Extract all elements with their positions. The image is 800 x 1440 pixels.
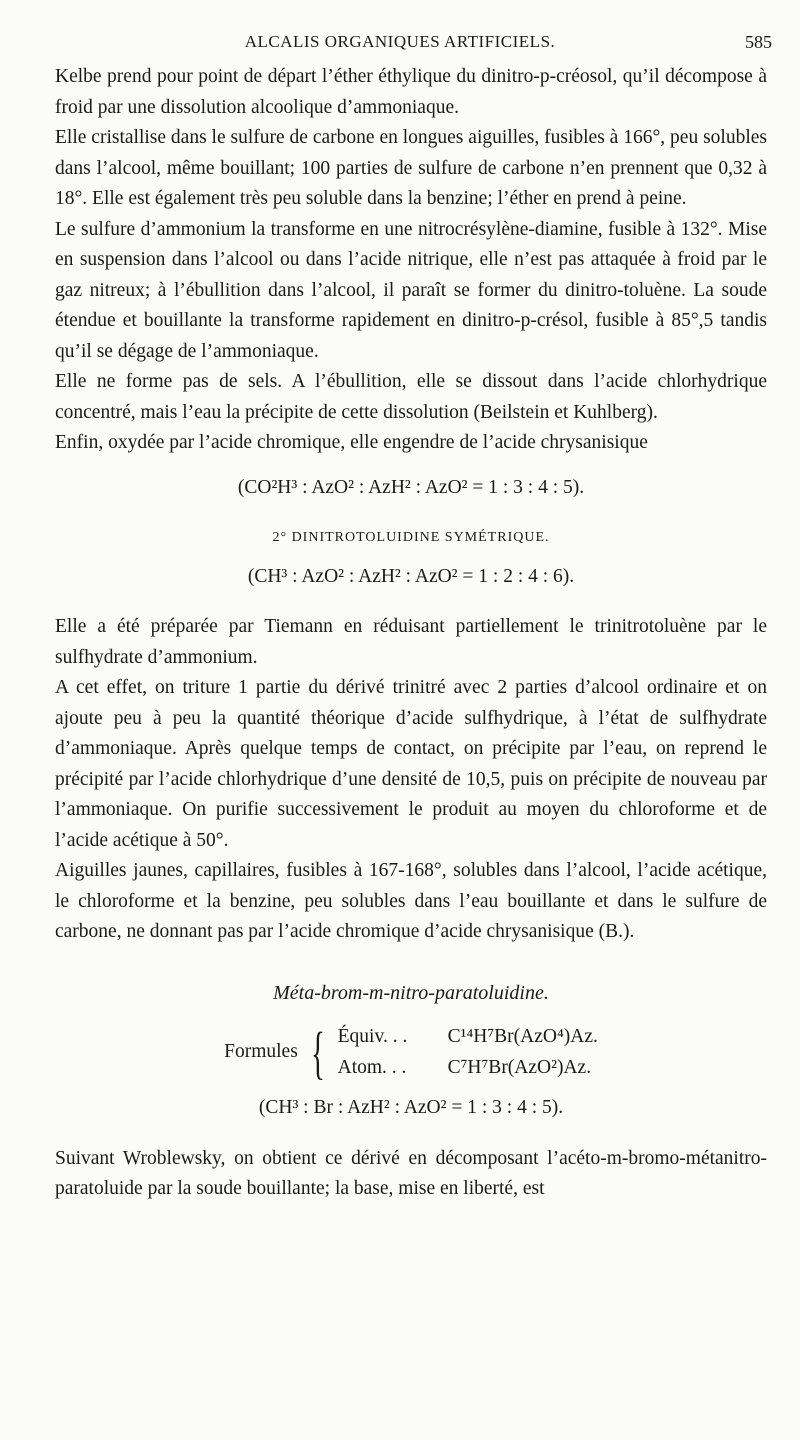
page-number: 585 [745, 32, 772, 52]
brace-glyph: { [310, 1019, 325, 1085]
equiv-key: Équiv. . . [337, 1026, 408, 1047]
paragraph: Elle ne forme pas de sels. A l’ébullition, elle se dissout dans l’acide chlorhydrique concentré, mais l’eau la précipite de cette dissolution (Beilstein et Kuhlberg). [55, 371, 767, 423]
running-head: ALCALIS ORGANIQUES ARTIFICIELS. [244, 32, 556, 51]
equiv-value: C¹⁴H⁷Br(AzO⁴)Az. [447, 1026, 598, 1047]
formules-label: Formules [224, 1041, 298, 1063]
compound-title: Méta-brom-m-nitro-paratoluidine. [273, 981, 549, 1004]
formula-dinitrotoluidine: (CH³ : AzO² : AzH² : AzO² = 1 : 2 : 4 : 6). [247, 565, 575, 587]
paragraph: A cet effet, on triture 1 partie du dérivé trinitré avec 2 parties d’alcool ordinaire et on ajoute peu à peu la quantité théorique d’acide sulfhydrique, à l’état de sulfhydrate d’ammoniaque. Après quelque temps de contact, on précipite par l’eau, on reprend le précipité par l’acide chlorhydrique d’une densité de 10,5, puis on précipite de nouveau par l’ammoniaque. On purifie successivement le produit au moyen du chloroforme et de l’acide acétique à 50°. [55, 677, 767, 851]
paragraph: Suivant Wroblewsky, on obtient ce dérivé en décomposant l’acéto-m-bromo-métanitro-paratoluide par la soude bouillante; la base, mise en liberté, est [55, 1147, 767, 1199]
paragraph: Kelbe prend pour point de départ l’éther éthylique du dinitro-p-créosol, qu’il décompose à froid par une dissolution alcoolique d’ammoniaque. [55, 66, 767, 118]
paragraph: Elle a été préparée par Tiemann en réduisant partiellement le trinitrotoluène par le sulfhydrate d’ammonium. [55, 616, 767, 668]
paragraph: Aiguilles jaunes, capillaires, fusibles à 167-168°, solubles dans l’alcool, l’acide acétique, le chloroforme et la benzine, peu solubles dans l’eau bouillante et dans le sulfure de carbone, ne donnant pas par l’acide chromique d’acide chrysanisique (B.). [55, 860, 767, 942]
page-header [0, 30, 800, 60]
formules-row-atom [338, 1053, 598, 1084]
formula-bromonitro: (CH³ : Br : AzH² : AzO² = 1 : 3 : 4 : 5). [258, 1097, 564, 1118]
formula-chrysanisic: (CO²H³ : AzO² : AzH² : AzO² = 1 : 3 : 4 : 5). [237, 476, 585, 498]
section-title: 2° DINITROTOLUIDINE SYMÉTRIQUE. [272, 530, 550, 545]
paragraph: Elle cristallise dans le sulfure de carbone en longues aiguilles, fusibles à 166°, peu solubles dans l’alcool, même bouillant; 100 parties de sulfure de carbone n’en prennent que 0,32 à 18°. Elle est également très peu soluble dans la benzine; l’éther en prend à peine. [55, 127, 767, 209]
formules-block [55, 1019, 767, 1085]
paragraph: Enfin, oxydée par l’acide chromique, elle engendre de l’acide chrysanisique [55, 432, 648, 453]
atom-key: Atom. . . [337, 1056, 407, 1078]
formules-rows [338, 1022, 598, 1083]
formules-row-equiv [338, 1022, 598, 1053]
atom-value: C⁷H⁷Br(AzO²)Az. [447, 1056, 592, 1078]
paragraph: Le sulfure d’ammonium la transforme en une nitrocrésylène-diamine, fusible à 132°. Mise en suspension dans l’alcool ou dans l’acide nitrique, elle n’est pas attaquée à froid par le gaz nitreux; à l’ébullition dans l’alcool, il paraît se former du dinitro-toluène. La soude étendue et bouillante la transforme rapidement en dinitro-p-crésol, fusible à 85°,5 tandis qu’il se dégage de l’ammoniaque. [55, 218, 767, 362]
page-body [55, 62, 767, 1205]
